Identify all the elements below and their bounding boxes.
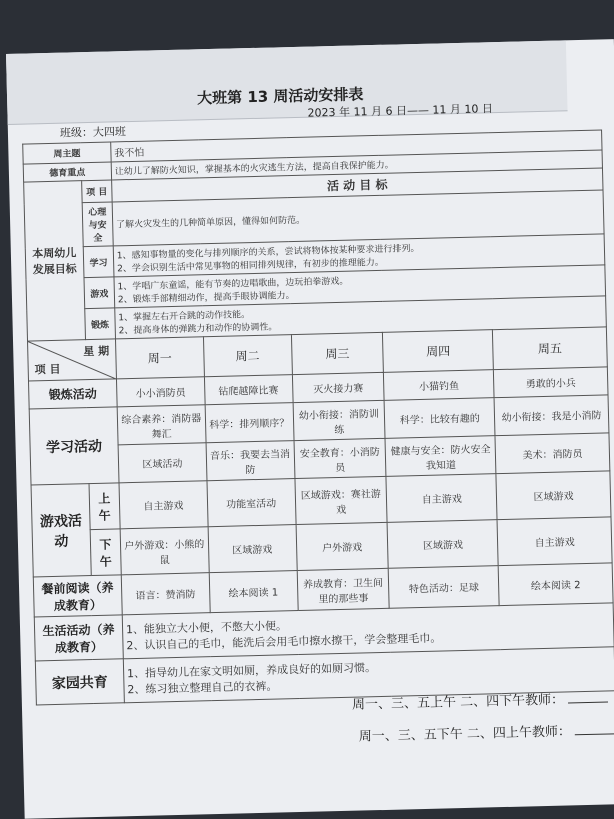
schedule-cell: 区域游戏 — [387, 520, 498, 569]
schedule-cell: 自主游戏 — [119, 481, 208, 529]
schedule-cell: 养成教育：卫生间里的那些事 — [297, 568, 390, 610]
day-header: 周一 — [115, 337, 204, 379]
goal-item: 锻炼 — [85, 308, 116, 340]
schedule-cell: 幼小衔接：消防训练 — [293, 400, 386, 440]
reading-label: 餐前阅读（养成教育） — [33, 575, 122, 617]
schedule-cell: 绘本阅读 2 — [498, 563, 613, 606]
schedule-cell: 自主游戏 — [497, 517, 612, 566]
goal-text: 2、锻炼手部精细动作，提高手眼协调能力。 — [117, 291, 295, 306]
goals-section-label: 本周幼儿发展目标 — [24, 181, 86, 341]
schedule-cell: 灭火接力赛 — [292, 372, 384, 402]
schedule-cell: 区域活动 — [118, 443, 207, 483]
goals-item-header: 项 目 — [82, 180, 112, 203]
day-header: 周五 — [493, 327, 608, 370]
schedule-cell: 综合素养：消防器舞汇 — [117, 405, 206, 445]
document-title: 大班第 13 周活动安排表 — [196, 85, 364, 108]
schedule-cell: 区域游戏 — [208, 525, 297, 573]
schedule-cell: 钻爬越障比赛 — [204, 375, 293, 405]
schedule-cell: 小小消防员 — [116, 377, 205, 407]
goal-text: 1、感知事物量的变化与排列顺序的关系，尝试将物体按某种要求进行排列。 — [116, 243, 420, 262]
schedule-cell: 科学：比较有趣的 — [384, 398, 495, 439]
signature-blank — [568, 701, 608, 703]
schedule-cell: 户外游戏：小熊的鼠 — [120, 527, 209, 575]
schedule-cell: 小猫钓鱼 — [384, 370, 494, 401]
goal-item: 学习 — [83, 246, 114, 278]
schedule-cell: 安全教育：小消防员 — [294, 438, 387, 478]
life-label: 生活活动（养成教育） — [34, 615, 123, 661]
schedule-cell: 美术：消防员 — [495, 433, 610, 474]
schedule-cell: 绘本阅读 1 — [209, 571, 298, 613]
schedule-cell: 健康与安全：防火安全我知道 — [385, 436, 496, 477]
goal-text: 1、掌握左右开合跳的动作技能。 — [118, 310, 251, 324]
schedule-cell: 区域游戏 — [496, 471, 611, 520]
goal-item: 游戏 — [84, 277, 115, 309]
learning-label: 学习活动 — [29, 407, 119, 485]
home-line: 2、练习独立整理自己的衣裤。 — [127, 679, 278, 696]
home-line: 1、指导幼儿在家文明如厕，养成良好的如厕习惯。 — [126, 660, 377, 680]
schedule-table — [22, 129, 614, 705]
signature-morning-text: 周一、三、五上午 二、四下午教师： — [351, 692, 565, 713]
goals-goal-header: 活 动 目 标 — [111, 168, 603, 202]
document-page — [6, 39, 614, 819]
signature-blank — [575, 733, 614, 735]
schedule-cell: 特色活动：足球 — [389, 566, 500, 609]
day-header: 周三 — [291, 332, 384, 374]
signature-afternoon-text: 周一、三、五下午 二、四上午教师： — [358, 724, 572, 745]
life-line: 1、能独立大小便，不憋大小便。 — [125, 618, 288, 636]
pm-label: 下午 — [90, 529, 121, 576]
home-label: 家园共育 — [35, 659, 124, 705]
goal-text: 了解火灾发生的几种简单原因，懂得如何防范。 — [112, 190, 604, 246]
date-range: 2023 年 11 月 6 日—— 11 月 10 日 — [307, 102, 494, 120]
goal-text: 1、学唱广东童谣，能有节奏的边唱歌曲，边玩拍拳游戏。 — [117, 276, 349, 293]
schedule-cell: 勇敢的小兵 — [494, 367, 608, 398]
schedule-cell: 功能室活动 — [207, 479, 296, 527]
goal-text: 2、提高身体的弹跳力和动作的协调性。 — [118, 322, 278, 337]
focus-label: 德育重点 — [23, 162, 111, 182]
day-header: 周四 — [383, 330, 494, 373]
goal-text: 2、学会识别生活中常见事物的相同排列规律，有初步的推理能力。 — [117, 257, 384, 275]
schedule-cell: 区域游戏：赛社游戏 — [295, 476, 388, 524]
focus-value: 让幼儿了解防火知识，掌握基本的火灾逃生方法，提高自我保护能力。 — [111, 150, 602, 180]
exercise-label: 锻炼活动 — [28, 379, 117, 409]
theme-label: 周主题 — [23, 142, 111, 164]
goal-item: 心理与安全 — [82, 202, 113, 247]
corner-week: 星 期 — [83, 344, 110, 359]
signature-line-afternoon — [359, 719, 614, 744]
life-line: 2、认识自己的毛巾，能洗后会用毛巾擦水擦干，学会整理毛巾。 — [126, 631, 442, 652]
schedule-cell: 音乐：我要去当消防 — [206, 441, 295, 481]
corner-item: 项 目 — [34, 362, 61, 377]
schedule-cell: 科学：排列顺序？ — [205, 403, 294, 443]
schedule-cell: 幼小衔接：我是小消防 — [494, 395, 609, 436]
class-label: 班级：大四班 — [59, 125, 127, 140]
schedule-cell: 语言：赞消防 — [121, 573, 210, 615]
day-header: 周二 — [203, 335, 292, 377]
am-label: 上午 — [89, 483, 120, 530]
game-label: 游戏活动 — [31, 484, 91, 577]
schedule-cell: 自主游戏 — [386, 474, 497, 523]
theme-value: 我不怕 — [111, 130, 602, 162]
schedule-cell: 户外游戏 — [296, 522, 389, 570]
